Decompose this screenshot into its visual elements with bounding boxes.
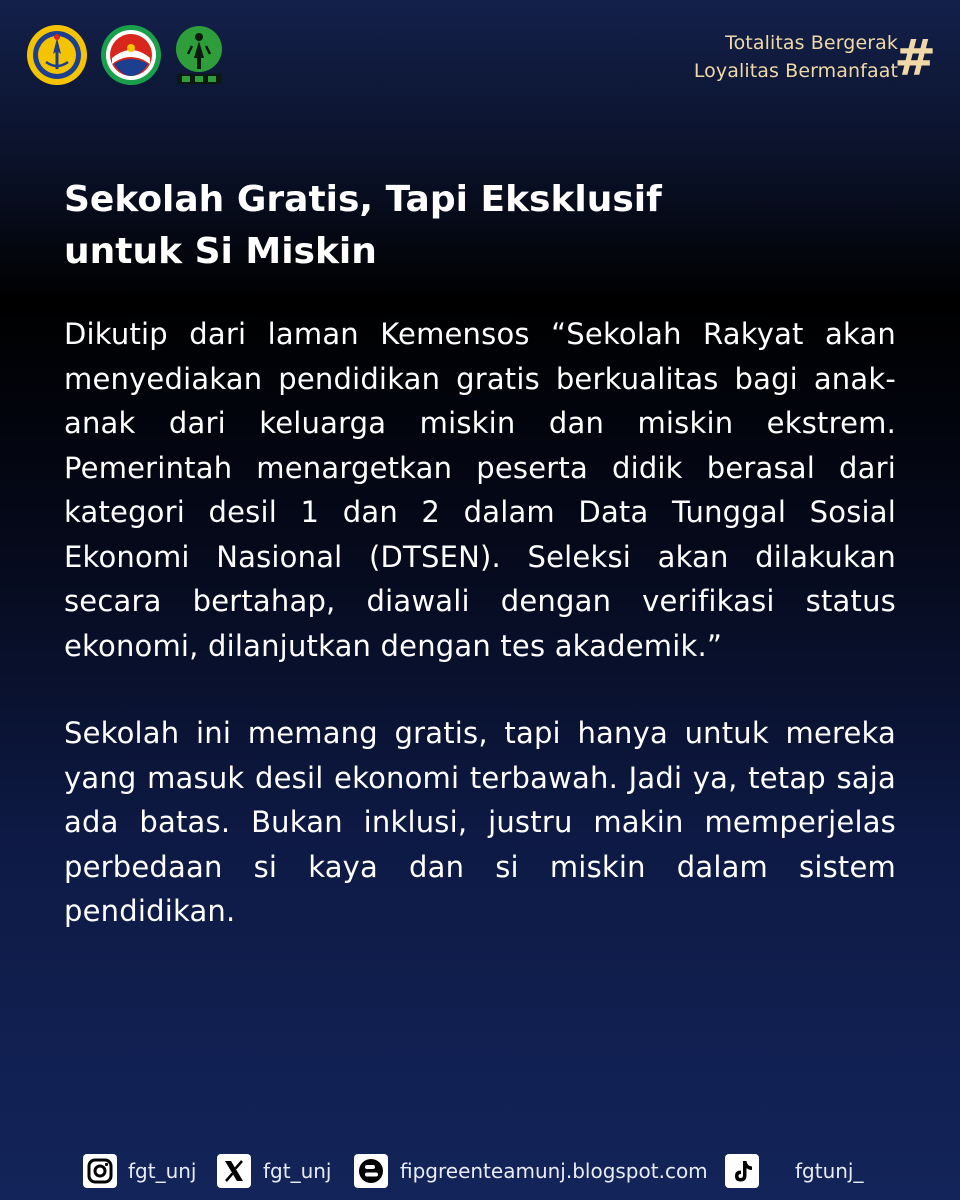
logo-group [26, 24, 224, 86]
faculty-emblem-icon [100, 24, 162, 86]
instagram-icon[interactable] [82, 1153, 118, 1189]
x-icon[interactable] [216, 1153, 252, 1189]
article-title [64, 174, 904, 278]
instagram-handle[interactable]: fgt_unj [128, 1159, 197, 1183]
title-line-1: Sekolah Gratis, Tapi Eksklusif [64, 179, 662, 220]
hashtag-symbol: # [894, 29, 936, 87]
title-line-2: untuk Si Miskin [64, 231, 377, 272]
tiktok-icon[interactable] [724, 1153, 760, 1189]
university-seal-icon [26, 24, 88, 86]
social-footer [0, 1150, 960, 1194]
tagline-line-1: Totalitas Bergerak [725, 32, 898, 54]
tiktok-handle[interactable]: fgtunj_ [795, 1159, 864, 1183]
article-paragraph-2: Sekolah ini memang gratis, tapi hanya untuk mereka yang masuk desil ekonomi terbawah. Jadi ya, tetap saja ada batas. Bukan inklusi, justru makin memperjelas perbedaan si kaya dan si miskin dalam sistem pendidikan. [64, 716, 896, 928]
unj-logo [26, 24, 88, 86]
fgt-logo [174, 24, 224, 86]
tagline [694, 29, 898, 85]
blogger-url[interactable]: fipgreenteamunj.blogspot.com [400, 1159, 708, 1183]
fip-logo [100, 24, 162, 86]
tagline-line-2: Loyalitas Bermanfaat [693, 60, 898, 82]
fgt-emblem-icon [174, 24, 224, 86]
x-handle[interactable]: fgt_unj [263, 1159, 332, 1183]
article-paragraph-1: Dikutip dari laman Kemensos “Sekolah Rakyat akan menyediakan pendidikan gratis berkualitas bagi anak-anak dari keluarga miskin dan miskin ekstrem. Pemerintah menargetkan peserta didik berasal dari kategori desil 1 dan 2 dalam Data Tunggal Sosial Ekonomi Nasional (DTSEN). Seleksi akan dilakukan secara bertahap, diawali dengan verifikasi status ekonomi, dilanjutkan dengan tes akademik.” [64, 317, 896, 663]
blogger-icon[interactable] [353, 1153, 389, 1189]
